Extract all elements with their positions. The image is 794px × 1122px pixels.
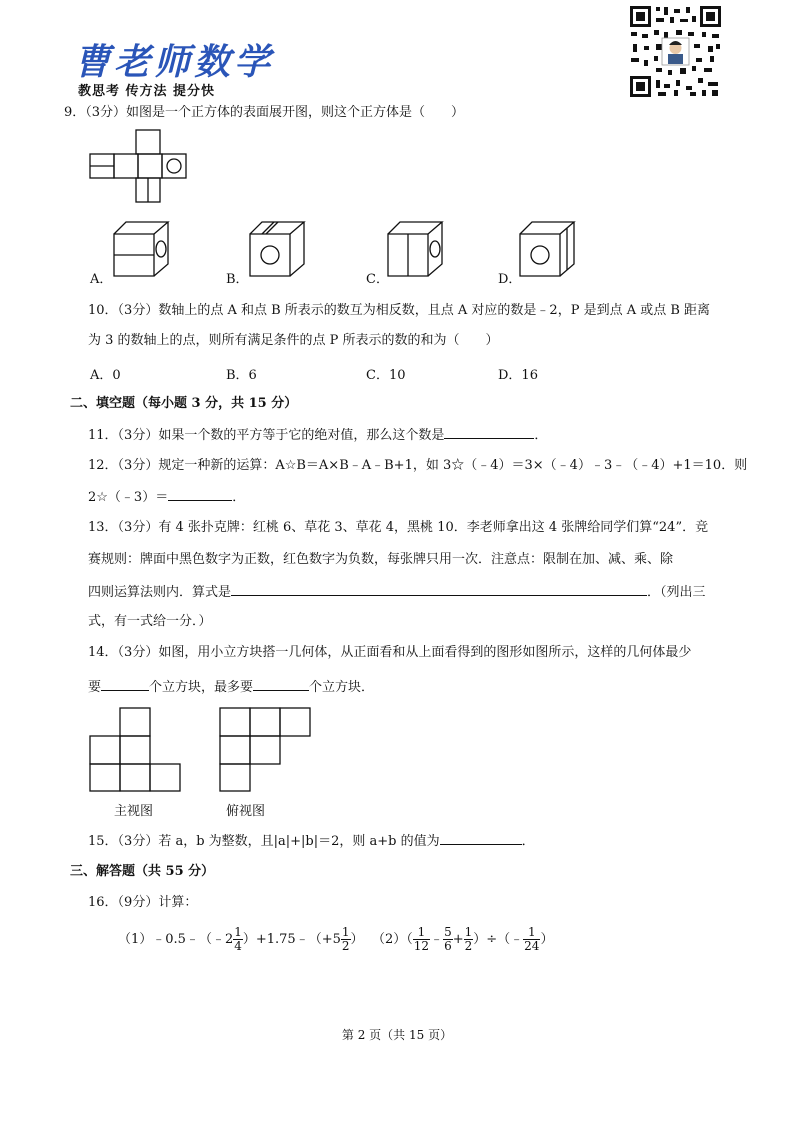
q12-line2 xyxy=(88,486,245,508)
q16-p2-end: ） xyxy=(540,932,554,947)
q12-line1: 12．（3分）规定一种新的运算：A☆B＝A×B﹣A﹣B+1，如 3☆（﹣4）＝3×（﹣4）﹣3﹣（﹣4）+1＝10．则 xyxy=(88,458,748,473)
front-view-caption: 主视图 xyxy=(114,804,154,819)
q16-p1-mid: ）+1.75﹣（+5 xyxy=(242,932,341,947)
page-footer: 第 2 页（共 15 页） xyxy=(341,1028,453,1042)
q15-text: 15．（3分）若 a，b 为整数，且|a|+|b|＝2，则 a+b 的值为 xyxy=(88,834,440,849)
q15-end: ． xyxy=(521,834,535,849)
q14-line2-c: 个立方块． xyxy=(309,680,375,695)
q11-answer-blank[interactable] xyxy=(444,424,534,439)
frac-denominator: 4 xyxy=(234,939,242,953)
q13-line3-end: ．（列出三 xyxy=(647,585,706,600)
frac-denominator: 12 xyxy=(413,939,430,953)
q10-option-d[interactable]: D．16 xyxy=(498,368,538,383)
q16-p2-frac1 xyxy=(413,926,430,953)
q16-p2-frac3 xyxy=(464,926,474,953)
q16-p1-end: ） xyxy=(350,932,364,947)
q15-stem xyxy=(88,830,535,852)
frac-numerator: 5 xyxy=(444,925,452,939)
q16-p2-frac4 xyxy=(523,926,540,953)
top-view-caption: 俯视图 xyxy=(226,804,266,819)
q9-stem: 9．（3分）如图是一个正方体的表面展开图，则这个正方体是（ ） xyxy=(64,105,465,120)
frac-denominator: 24 xyxy=(524,939,540,953)
q13-line3-start: 四则运算法则内．算式是 xyxy=(88,585,232,600)
q11-text: 11．（3分）如果一个数的平方等于它的绝对值，那么这个数是 xyxy=(88,428,445,443)
brand-slogan: 教思考 传方法 提分快 xyxy=(78,84,216,99)
q16-p2-op3: ）÷（﹣ xyxy=(473,932,524,947)
q9-option-c-label[interactable]: C． xyxy=(366,272,389,287)
q11-end: ． xyxy=(534,428,548,443)
q16-p1-frac2 xyxy=(341,926,351,953)
q14-line1: 14．（3分）如图，用小立方块搭一几何体，从正面看和从上面看得到的图形如图所示，这样的几何体最少 xyxy=(88,645,692,660)
cube-option-b xyxy=(246,218,312,280)
q13-line2: 赛规则：牌面中黑色数字为正数，红色数字为负数，每张牌只用一次．注意点：限制在加、减、乘、除 xyxy=(88,552,674,567)
cube-option-c xyxy=(384,218,450,280)
q13-line3 xyxy=(88,581,706,603)
q16-p2-op1: ﹣ xyxy=(430,932,444,947)
frac-numerator: 1 xyxy=(523,926,540,940)
cube-option-a xyxy=(110,218,176,280)
q14-max-blank[interactable] xyxy=(253,676,309,691)
q16-part1 xyxy=(118,924,364,956)
brand-title: 曹老师数学 xyxy=(74,41,275,83)
frac-numerator: 1 xyxy=(464,925,473,939)
q9-option-d-label[interactable]: D． xyxy=(498,272,522,287)
q14-min-blank[interactable] xyxy=(101,676,149,691)
q10-line1: 10．（3分）数轴上的点 A 和点 B 所表示的数互为相反数，且点 A 对应的数是﹣2，P 是到点 A 或点 B 距离 xyxy=(88,303,711,318)
frac-denominator: 6 xyxy=(444,939,452,953)
q10-option-a[interactable]: A．0 xyxy=(90,368,121,383)
q12-expr: 2☆（﹣3）＝ xyxy=(88,490,169,505)
q12-answer-blank[interactable] xyxy=(168,486,232,501)
q16-intro: 16．（9分）计算： xyxy=(88,895,198,910)
q10-option-b[interactable]: B．6 xyxy=(226,368,257,383)
q10-option-c[interactable]: C．10 xyxy=(366,368,406,383)
q11-stem xyxy=(88,424,547,446)
q14-line2-b: 个立方块，最多要 xyxy=(149,680,254,695)
q14-line2 xyxy=(88,676,374,698)
top-view-figure xyxy=(218,706,314,792)
front-view-figure xyxy=(88,706,184,792)
q14-line2-a: 要 xyxy=(88,680,102,695)
q10-line2: 为 3 的数轴上的点，则所有满足条件的点 P 所表示的数的和为（ ） xyxy=(88,333,499,348)
cube-option-d xyxy=(516,218,582,280)
q9-option-b-label[interactable]: B． xyxy=(226,272,249,287)
frac-numerator: 1 xyxy=(341,925,350,939)
q16-part2 xyxy=(372,924,553,956)
q13-line4: 式，有一式给一分．） xyxy=(88,614,212,629)
qr-code-icon xyxy=(628,4,723,99)
frac-denominator: 2 xyxy=(341,939,350,953)
cube-net-figure xyxy=(88,128,198,204)
q13-line1: 13．（3分）有 4 张扑克牌：红桃 6、草花 3、草花 4，黑桃 10．李老师拿出这 4 张牌给同学们算“24”．竞 xyxy=(88,520,709,535)
q13-answer-blank[interactable] xyxy=(231,581,647,596)
q16-p1-frac1 xyxy=(233,926,243,953)
frac-denominator: 2 xyxy=(464,939,473,953)
frac-numerator: 1 xyxy=(413,926,430,940)
q16-p1-label: （1）﹣0.5﹣（﹣2 xyxy=(118,932,234,947)
q16-p2-label: （2）（ xyxy=(372,932,413,947)
q12-end: ． xyxy=(232,490,246,505)
q16-p2-frac2 xyxy=(443,926,453,953)
q15-answer-blank[interactable] xyxy=(440,830,522,845)
q9-option-a-label[interactable]: A． xyxy=(90,272,113,287)
frac-numerator: 1 xyxy=(234,925,242,939)
q16-p2-op2: + xyxy=(452,932,464,947)
section-solve-heading: 三、解答题（共 55 分） xyxy=(70,864,215,879)
section-fill-in-heading: 二、填空题（每小题 3 分，共 15 分） xyxy=(70,396,298,411)
